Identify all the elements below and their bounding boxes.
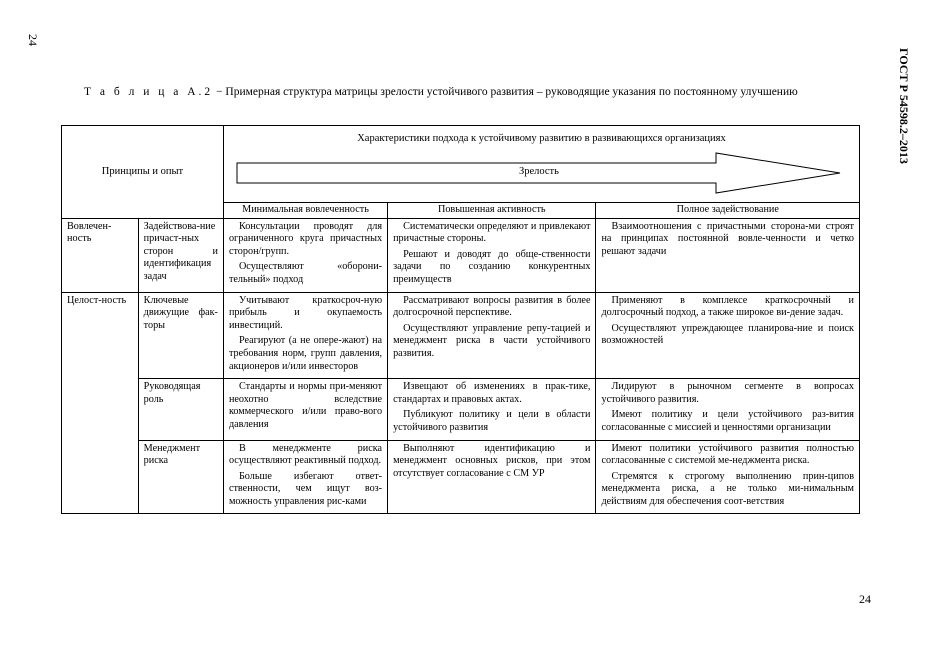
full-cell [596,218,860,292]
table-row [62,218,860,292]
cell-paragraph: Выполняют идентификацию и менеджмент основных рисков, при этом отсутствует согласование с СМ УР [393,442,591,479]
table-row [62,440,860,514]
increased-cell [388,440,596,514]
aspect-text: Руководящая роль [143,381,201,405]
full-cell [596,440,860,514]
page-number-bottom: 24 [859,592,871,606]
cell-paragraph: Осуществляют «оборони-тельный» подход [228,261,383,285]
characteristics-header-cell [223,126,859,203]
caption-label: Т а б л и ц а А.2 [84,86,214,98]
table-row [62,379,860,440]
maturity-arrow [236,152,842,194]
aspect-cell [138,292,223,379]
cell-paragraph: Осуществляют упреждающее планирова-ние и поиск возможностей [601,322,854,347]
increased-cell [388,379,596,440]
cell-paragraph: Реагируют (а не опере-жают) на требования норм, групп давления, акционеров и/или инвесторов [228,335,383,372]
aspect-cell [138,379,223,440]
minimal-cell [223,379,387,440]
maturity-label: Зрелость [518,166,559,177]
table-row [62,292,860,379]
increased-cell [388,292,596,379]
maturity-matrix-table [61,125,860,514]
table-caption [84,86,798,98]
running-header: ГОСТ Р 54598.2–2013 [897,48,911,164]
aspect-text: Ключевые движущие фак-торы [143,294,218,331]
increased-cell [388,218,596,292]
minimal-cell [223,292,387,379]
minimal-cell [223,218,387,292]
principle-cell [62,292,139,514]
cell-paragraph: Стремятся к строгому выполнению прин-ципов менеджмента риска, а не только ми-нимальным действиям для обеспечения соот-ветствия [601,470,854,507]
cell-paragraph: Консультации проводят для ограниченного круга причастных сторон/групп. [228,220,383,257]
cell-paragraph: Извещают об изменениях в прак-тике, стандартах и правовых актах. [393,381,591,405]
cell-paragraph: Осуществляют управление репу-тацией и менеджмент риска в части устойчивого развития. [393,322,591,359]
cell-paragraph: В менеджменте риска осуществляют реактивный подход. [228,442,383,467]
cell-paragraph: Имеют политику и цели устойчивого раз-вития согласованные с миссией и ценностями организации [601,409,854,433]
aspect-cell [138,218,223,292]
level-increased: Повышенная активность [388,203,596,219]
full-cell [596,379,860,440]
header-row [62,126,860,203]
cell-paragraph: Стандарты и нормы при-меняют неохотно вследствие коммерческого и/или право-вого давления [228,381,383,430]
full-cell [596,292,860,379]
cell-paragraph: Публикуют политику и цели в области устойчивого развития [393,409,591,433]
principles-header: Принципы и опыт [62,126,224,219]
cell-paragraph: Имеют политики устойчивого развития полностью согласованные с системой ме-неджмента риска. [601,442,854,467]
minimal-cell [223,440,387,514]
aspect-text: Менеджмент риска [143,442,201,467]
cell-paragraph: Систематически определяют и привлекают причастные стороны. [393,220,591,245]
cell-paragraph: Применяют в комплексе краткосрочный и долгосрочный подход, а также широкое ви-дение задач. [601,294,854,319]
cell-paragraph: Решают и доводят до обще-ственности задачи по созданию конкурентных преимуществ [393,248,591,285]
aspect-text: Задействова-ние причаст-ных сторон и идентификация задач [143,220,218,282]
aspect-cell [138,440,223,514]
cell-paragraph: Лидируют в рыночном сегменте в вопросах устойчивого развития. [601,381,854,405]
principle-text: Вовлечен-ность [67,220,112,245]
cell-paragraph: Учитывают краткосроч-ную прибыль и окупаемость инвестиций. [228,294,383,331]
principle-cell [62,218,139,292]
cell-paragraph: Больше избегают ответ-ственности, чем ищут воз-можность управления рис-ками [228,470,383,507]
page-number-top: 24 [26,34,40,46]
cell-paragraph: Взаимоотношения с причастными сторона-ми строят на принципах постоянной вовле-ченности и четко решают задачи [601,220,854,257]
principle-text: Целост-ность [67,294,127,306]
cell-paragraph: Рассматривают вопросы развития в более долгосрочной перспективе. [393,294,591,319]
level-minimal: Минимальная вовлеченность [223,203,387,219]
characteristics-header: Характеристики подхода к устойчивому развитию в развивающихся организациях [357,133,726,144]
level-full: Полное задействование [596,203,860,219]
caption-text: − Примерная структура матрицы зрелости устойчивого развития – руководящие указания по постоянному улучшению [213,86,798,98]
